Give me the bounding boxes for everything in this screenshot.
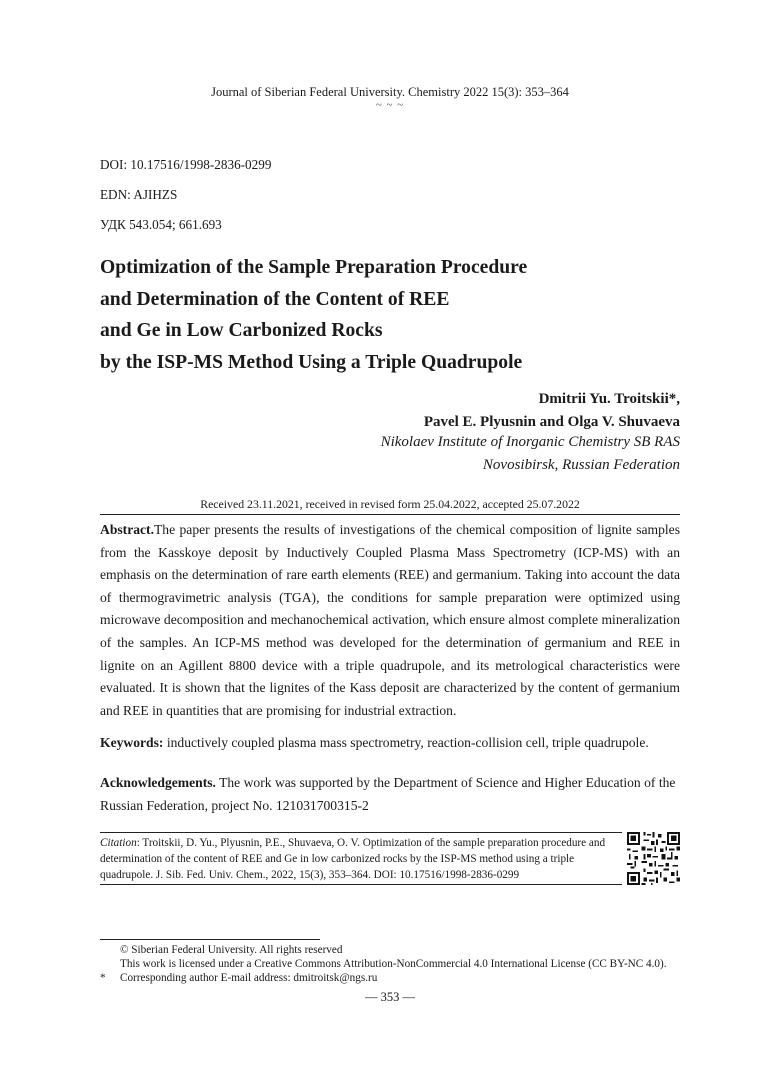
authors: [424, 388, 680, 433]
acknowledgements-label: Acknowledgements.: [100, 775, 216, 790]
author-line: Dmitrii Yu. Troitskii*,: [538, 391, 680, 407]
edn: EDN: AJIHZS: [100, 187, 178, 202]
title-line: Optimization of the Sample Preparation Procedure: [100, 257, 528, 278]
abstract-text: The paper presents the results of investigations of the chemical composition of lignite samples from the Kasskoye deposit by Inductively Coupled Plasma Mass Spectrometry (ICP-MS) with an emphasis on the determination of rare earth elements (REE) and germanium. Taking into account the data of thermogravimetric analysis (TGA), the conditions for sample preparation were optimized using microwave decomposition and mechanochemical activation, which ensure almost complete mineralization of the samples. An ICP-MS method was developed for the determination of germanium and REE in lignite on an Agillent 8800 device with a triple quadrupole, and its metrological characteristics were evaluated. It is shown that the lignites of the Kass deposit are characterized by the content of germanium and REE in quantities that are promising for industrial extraction.: [100, 522, 680, 718]
corresponding-text: Corresponding author E-mail address: dmitroitsk@ngs.ru: [120, 972, 378, 984]
footnote-divider: [100, 939, 320, 940]
affiliation-line: Novosibirsk, Russian Federation: [482, 456, 680, 473]
acknowledgements-text: The work was supported by the Department of Science and Higher Education of the Russian Federation, project No. 121031700315-2: [100, 775, 676, 813]
citation: [100, 836, 622, 883]
keywords: [100, 732, 680, 755]
page-number: — 353 —: [365, 990, 415, 1004]
footnote-copyright: [100, 943, 342, 957]
journal-header: Journal of Siberian Federal University. Chemistry 2022 15(3): 353–364: [211, 85, 569, 99]
abstract-label: Abstract.: [100, 522, 154, 537]
license-text: This work is licensed under a Creative Commons Attribution-NonCommercial 4.0 International License (CC BY-NC 4.0).: [120, 958, 667, 970]
divider: [100, 514, 680, 515]
title-line: and Determination of the Content of REE: [100, 288, 450, 310]
affiliation: [381, 431, 680, 476]
asterisk-mark: *: [100, 972, 106, 984]
citation-label: Citation: [100, 837, 137, 849]
footnote-corresponding: [100, 971, 377, 985]
abstract: [100, 519, 680, 722]
affiliation-line: Nikolaev Institute of Inorganic Chemistry SB RAS: [380, 434, 680, 450]
citation-bottom-rule: [100, 884, 622, 885]
copyright-text: © Siberian Federal University. All rights reserved: [120, 944, 343, 956]
author-line: Pavel E. Plyusnin and Olga V. Shuvaeva: [423, 413, 680, 430]
title-line: by the ISP-MS Method Using a Triple Quadrupole: [100, 351, 523, 373]
received-dates: Received 23.11.2021, received in revised form 25.04.2022, accepted 25.07.2022: [200, 497, 580, 511]
keywords-label: Keywords:: [100, 735, 164, 750]
title-line: and Ge in Low Carbonized Rocks: [100, 320, 383, 341]
acknowledgements: [100, 772, 680, 817]
doi: DOI: 10.17516/1998-2836-0299: [100, 157, 272, 172]
article-title: [100, 252, 620, 378]
keywords-text: inductively coupled plasma mass spectrometry, reaction-collision cell, triple quadrupole.: [163, 735, 649, 750]
header-ornament: ~ ~ ~: [375, 99, 405, 111]
qr-code-icon[interactable]: [627, 832, 680, 885]
citation-text: : Troitskii, D. Yu., Plyusnin, P.E., Shuvaeva, O. V. Optimization of the sample preparation procedure and determination of the content of REE and Ge in low carbonized rocks by the ISP-MS method using a triple quadrupole. J. Sib. Fed. Univ. Chem., 2022, 15(3), 353–364. DOI: 10.17516/1998-2836-0299: [100, 837, 606, 881]
citation-top-rule: [100, 832, 622, 833]
udk: УДК 543.054; 661.693: [100, 217, 222, 232]
footnote-license: [100, 957, 667, 971]
